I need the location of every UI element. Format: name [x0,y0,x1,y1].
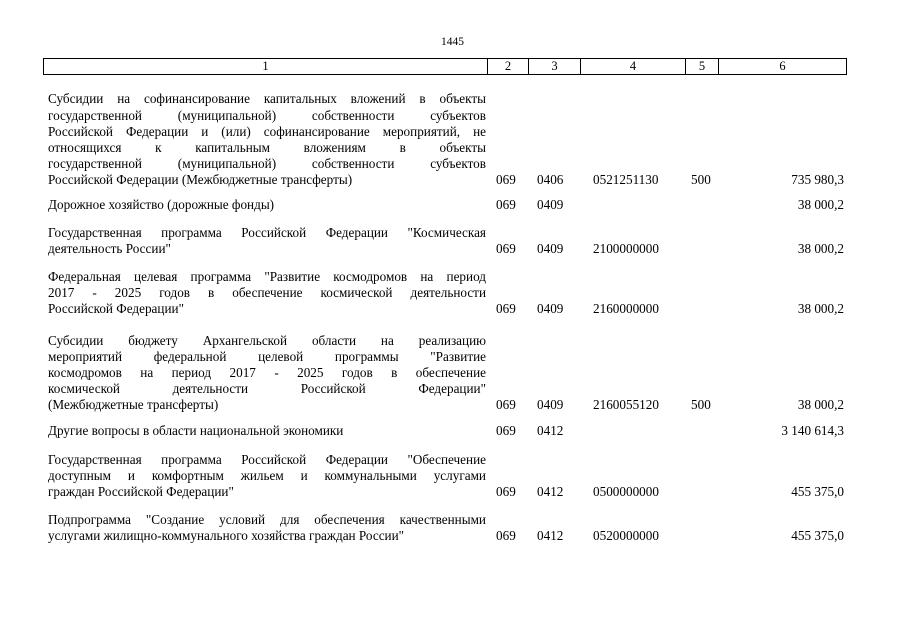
row-line: космической деятельности Российской Федерации" [48,380,486,396]
row-line: Федеральная целевая программа "Развитие космодромов на период [48,268,486,284]
row-line: Российской Федерации (Межбюджетные трансферты) [48,171,353,187]
row-line: относящихся к капитальным вложениям в объекты [48,139,486,155]
section-code: 0412 [537,422,564,438]
ministry-code: 069 [496,527,516,543]
target-code: 0521251130 [593,171,659,187]
row-line: Подпрограмма "Создание условий для обеспечения качественными [48,511,486,527]
amount: 3 140 614,3 [781,422,844,438]
ministry-code: 069 [496,422,516,438]
ministry-code: 069 [496,196,516,212]
target-code: 2100000000 [593,240,659,256]
header-col-2: 2 [488,59,529,75]
target-code: 0520000000 [593,527,659,543]
section-code: 0412 [537,527,564,543]
ministry-code: 069 [496,483,516,499]
section-code: 0409 [537,396,564,412]
amount: 38 000,2 [797,300,844,316]
amount: 455 375,0 [791,483,844,499]
header-col-1: 1 [44,59,488,75]
section-code: 0409 [537,196,564,212]
header-col-5: 5 [686,59,719,75]
row-line: государственной (муниципальной) собственности субъектов [48,155,486,171]
target-code: 2160000000 [593,300,659,316]
target-code: 2160055120 [593,396,659,412]
header-col-3: 3 [529,59,581,75]
ministry-code: 069 [496,396,516,412]
row-line: Российской Федерации и (или) софинансирование мероприятий, не [48,123,486,139]
section-code: 0409 [537,240,564,256]
header-col-6: 6 [719,59,847,75]
row-line: 2017 - 2025 годов в обеспечение космической деятельности [48,284,486,300]
row-line: Государственная программа Российской Федерации "Обеспечение [48,451,486,467]
row-line: Российской Федерации" [48,300,184,316]
row-line: государственной (муниципальной) собственности субъектов [48,107,486,123]
row-line: мероприятий федеральной целевой программы "Развитие [48,348,486,364]
row-line: Другие вопросы в области национальной экономики [48,422,344,438]
section-code: 0412 [537,483,564,499]
amount: 38 000,2 [797,396,844,412]
amount: 38 000,2 [797,240,844,256]
row-description [48,512,486,544]
expense-type-code: 500 [691,396,711,412]
ministry-code: 069 [496,300,516,316]
expense-type-code: 500 [691,171,711,187]
row-line: услугами жилищно-коммунального хозяйства граждан России" [48,527,405,543]
row-line: Государственная программа Российской Федерации "Космическая [48,224,486,240]
row-line: Субсидии на софинансирование капитальных вложений в объекты [48,91,486,107]
amount: 735 980,3 [791,171,844,187]
row-line: доступным и комфортным жильем и коммунальными услугами [48,467,486,483]
ministry-code: 069 [496,240,516,256]
section-code: 0409 [537,300,564,316]
row-line: граждан Российской Федерации" [48,483,234,499]
row-line: деятельность России" [48,240,171,256]
amount: 38 000,2 [797,196,844,212]
header-col-4: 4 [581,59,686,75]
row-line: Дорожное хозяйство (дорожные фонды) [48,196,275,212]
page-number: 1445 [441,36,464,48]
target-code: 0500000000 [593,483,659,499]
row-line: космодромов на период 2017 - 2025 годов в обеспечение [48,364,486,380]
section-code: 0406 [537,171,564,187]
row-line: Субсидии бюджету Архангельской области на реализацию [48,332,486,348]
ministry-code: 069 [496,171,516,187]
row-line: (Межбюджетные трансферты) [48,396,219,412]
amount: 455 375,0 [791,527,844,543]
